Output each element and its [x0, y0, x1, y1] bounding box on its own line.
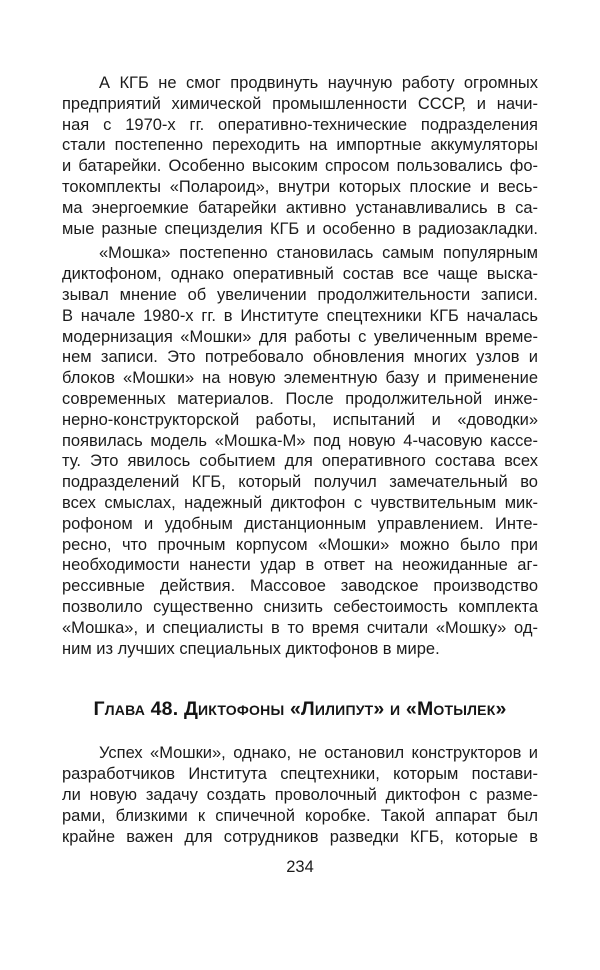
text-line: Успех «Мошки», однако, не остановил конструкторов и — [99, 744, 538, 763]
text-line: ли новую задачу создать проволочный диктофон с разме- — [62, 785, 538, 804]
page-number: 234 — [286, 858, 314, 877]
text-line: «Мошка» постепенно становилась самым популярным — [99, 244, 538, 263]
text-line: зывал мнение об увеличении продолжительности записи. — [62, 285, 538, 304]
text-line: ту. Это явилось событием для оперативного состава всех — [62, 452, 538, 471]
text-line: нерно-конструкторской работы, испытаний и «доводки» — [62, 410, 538, 429]
text-line: рессивные действия. Массовое заводское производство — [62, 577, 538, 596]
text-line: В начале 1980-х гг. в Институте спецтехники КГБ началась — [62, 306, 538, 325]
text-line: стали постепенно переходить на импортные аккумуляторы — [62, 136, 538, 155]
text-line: диктофоном, однако оперативный состав все чаще выска- — [62, 265, 538, 284]
text-line: необходимости нанести удар в ответ на неожиданные аг- — [62, 556, 538, 575]
text-line: «Мошка», и специалисты в то время считали «Мошку» од- — [62, 618, 538, 637]
paragraph-1 — [62, 73, 538, 239]
text-line: рами, близкими к спичечной коробке. Такой аппарат был — [62, 806, 538, 825]
text-line: ная с 1970-х гг. оперативно-технические подразделения — [62, 115, 538, 134]
text-line: и батарейки. Особенно высоким спросом пользовались фо- — [62, 157, 538, 176]
paragraph-2 — [62, 243, 538, 659]
chapter-heading: Глава 48. Диктофоны «Лилипут» и «Мотылек» — [93, 698, 507, 721]
text-line: ма энергоемкие батарейки активно устанавливались в са- — [62, 198, 538, 217]
text-line: предприятий химической промышленности СССР, и начи- — [62, 94, 538, 113]
text-block — [62, 73, 538, 878]
text-line: ним из лучших специальных диктофонов в мире. — [62, 639, 440, 658]
text-line: мые разные специзделия КГБ и особенно в радиозакладки. — [62, 219, 538, 238]
text-line: подразделений КГБ, который получил замечательный во — [62, 473, 538, 492]
text-line: современных материалов. После продолжительной инже- — [62, 389, 538, 408]
text-line: нем записи. Это потребовало обновления многих узлов и — [62, 348, 538, 367]
text-line: разработчиков Института спецтехники, которым постави- — [62, 765, 538, 784]
text-line: появилась модель «Мошка-М» под новую 4-часовую кассе- — [62, 431, 538, 450]
text-line: ресно, что прочным корпусом «Мошки» можно было при — [62, 535, 538, 554]
text-line: рофоном и удобным дистанционным управлением. Инте- — [62, 514, 538, 533]
text-line: модернизация «Мошки» для работы с увеличенным време- — [62, 327, 538, 346]
text-line: позволило существенно снизить себестоимость комплекта — [62, 597, 538, 616]
text-line: блоков «Мошки» на новую элементную базу и применение — [62, 369, 538, 388]
text-line: токомплекты «Полароид», внутри которых плоские и весь- — [62, 177, 538, 196]
text-line: всех смыслах, надежный диктофон с чувствительным мик- — [62, 493, 538, 512]
text-line: крайне важен для сотрудников разведки КГБ, которые в — [62, 827, 538, 846]
paragraph-3 — [62, 743, 538, 847]
text-line: А КГБ не смог продвинуть научную работу огромных — [99, 74, 538, 92]
